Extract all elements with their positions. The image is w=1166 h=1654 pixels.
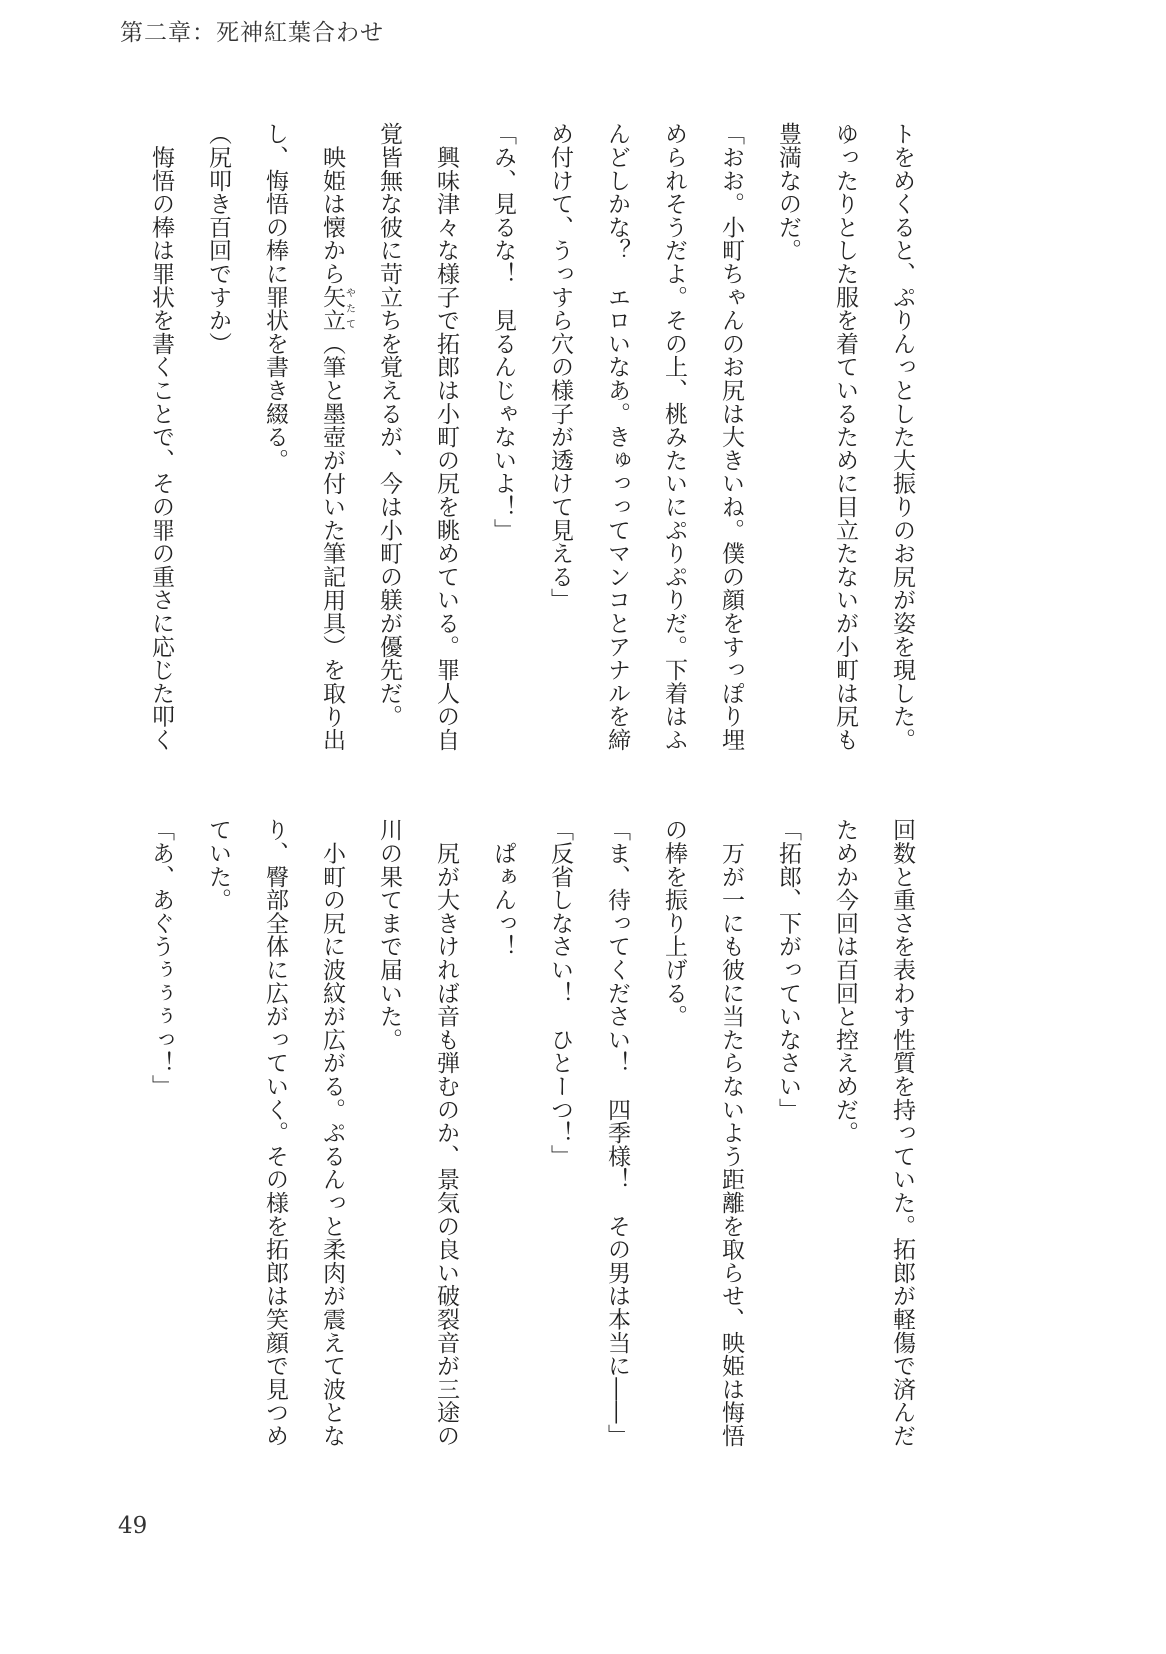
text-line: ゆったりとした服を着ているために目立たないが小町は尻も — [832, 122, 858, 752]
text-line: 豊満なのだ。 — [775, 122, 801, 262]
text-line: 「反省しなさい！ ひとーつ！」 — [547, 818, 573, 1168]
text-line: ためか今回は百回と控えめだ。 — [832, 818, 858, 1145]
text-line: り、臀部全体に広がっていく。その様を拓郎は笑顔で見つめ — [262, 818, 288, 1448]
ruby-reading: やたて — [343, 285, 355, 332]
text-line: 尻が大きければ音も弾むのか、景気の良い破裂音が三途の — [433, 818, 459, 1448]
text-line: 川の果てまで届いた。 — [376, 818, 402, 1051]
text-line: め付けて、うっすら穴の様子が透けて見える」 — [547, 122, 573, 612]
text-line: 「あ、あぐうぅぅぅっ！」 — [148, 818, 174, 1098]
text-line: の棒を振り上げる。 — [661, 818, 687, 1028]
ruby-base: 矢立 — [319, 285, 345, 332]
text-line: 「拓郎、下がっていなさい」 — [775, 818, 801, 1121]
text-line: 「ま、待ってください！ 四季様！ その男は本当に――」 — [604, 818, 630, 1448]
text-line: 小町の尻に波紋が広がる。ぷるんっと柔肉が震えて波とな — [319, 818, 345, 1448]
text-line: 「おお。小町ちゃんのお尻は大きいね。僕の顔をすっぽり埋 — [718, 122, 744, 752]
text-line: （尻叩き百回ですか） — [205, 122, 231, 355]
text-line: 悔悟の棒は罪状を書くことで、その罪の重さに応じた叩く — [148, 122, 174, 752]
text-line: 回数と重さを表わす性質を持っていた。拓郎が軽傷で済んだ — [889, 818, 915, 1448]
text-line: 興味津々な様子で拓郎は小町の尻を眺めている。罪人の自 — [433, 122, 459, 752]
text-block-top — [132, 122, 930, 794]
text-line: ていた。 — [205, 818, 231, 912]
text-line-with-ruby — [303, 122, 360, 794]
chapter-header: 第二章：死神紅葉合わせ — [120, 20, 384, 46]
text-line: 万が一にも彼に当たらないよう距離を取らせ、映姫は悔悟 — [718, 818, 744, 1448]
text-line: し、悔悟の棒に罪状を書き綴る。 — [262, 122, 288, 472]
ruby-word — [319, 285, 355, 332]
ruby-line-after: （筆と墨壺が付いた筆記用具）を取り出 — [319, 331, 345, 752]
text-line: トをめくると、ぷりんっとした大振りのお尻が姿を現した。 — [889, 122, 915, 752]
text-line: 「み、見るな！ 見るんじゃないよ！」 — [490, 122, 516, 542]
text-line: ぱぁんっ！ — [490, 818, 516, 958]
text-line: められそうだよ。その上、桃みたいにぷりぷりだ。下着はふ — [661, 122, 687, 752]
ruby-line-before: 映姫は懐から — [319, 122, 345, 286]
text-block-bottom — [132, 818, 930, 1490]
text-line: んどしかな？ エロいなあ。きゅっってマンコとアナルを締 — [604, 122, 630, 752]
text-line: 覚皆無な彼に苛立ちを覚えるが、今は小町の躾が優先だ。 — [376, 122, 402, 728]
page-number: 49 — [118, 1513, 148, 1539]
